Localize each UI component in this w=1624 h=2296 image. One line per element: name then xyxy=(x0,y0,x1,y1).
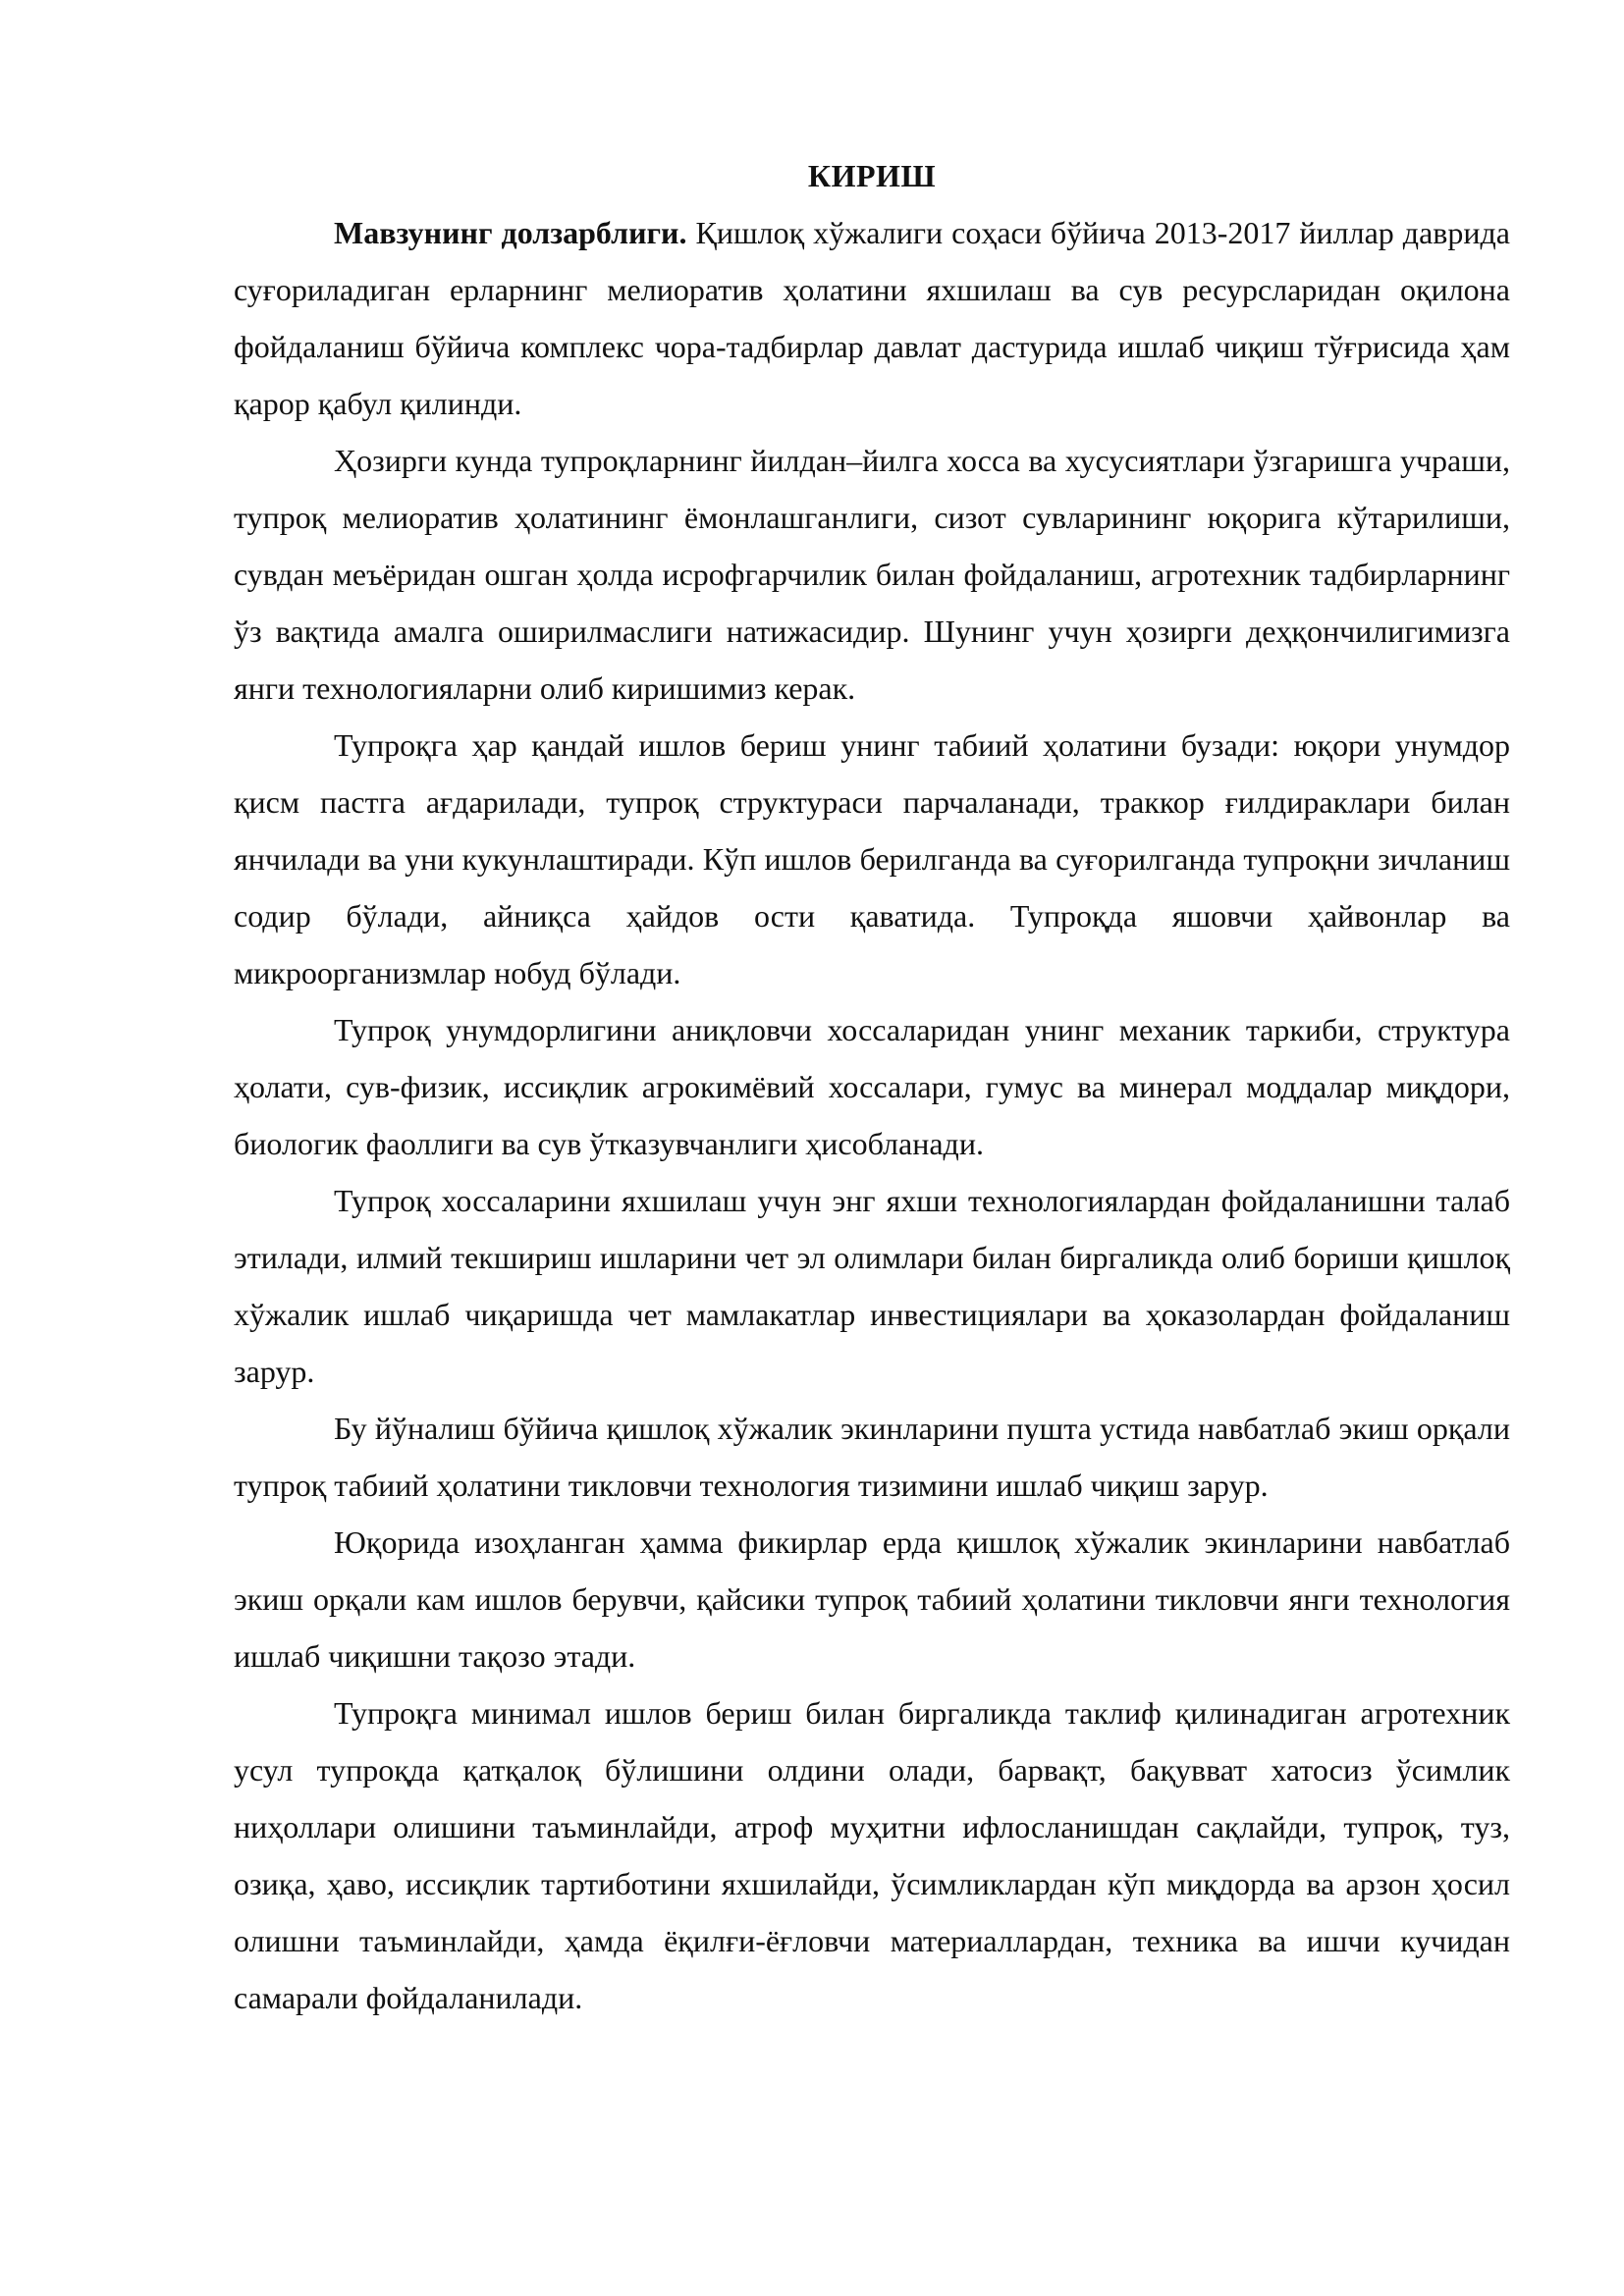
paragraph-text: Юқорида изоҳланган ҳамма фикирлар ерда қишлоқ хўжалик экинларини навбатлаб экиш орқали кам ишлов берувчи, қайсики тупроқ табиий ҳолатини тикловчи янги технология ишлаб чиқишни тақозо этади. xyxy=(234,1524,1510,1674)
paragraph xyxy=(234,1514,1510,1684)
paragraph-text: Қишлоқ хўжалиги соҳаси бўйича 2013-2017 йиллар даврида суғориладиган ерларнинг мелиоратив ҳолатини яхшилаш ва сув ресурсларидан оқилона фойдаланиш бўйича комплекс чора-тадбирлар давлат дастурида ишлаб чиқиш тўғрисида ҳам қарор қабул қилинди. xyxy=(234,215,1511,421)
paragraph-text: Тупроқ унумдорлигини аниқловчи хоссаларидан унинг механик таркиби, структура ҳолати, сув-физик, иссиқлик агрокимёвий хоссалари, гумус ва минерал моддалар миқдори, биологик фаоллиги ва сув ўтказувчанлиги ҳисобланади. xyxy=(234,1012,1510,1161)
paragraph xyxy=(234,1172,1510,1400)
paragraph-text: Тупроқга ҳар қандай ишлов бериш унинг табиий ҳолатини бузади: юқори унумдор қисм пастга ағдарилади, тупроқ структураси парчаланади, траккор ғилдираклари билан янчилади ва уни кукунлаштиради. Кўп ишлов берилганда ва суғорилганда тупроқни зичланиш содир бўлади, айниқса ҳайдов ости қаватида. Тупроқда яшовчи ҳайвонлар ва микроорганизмлар нобуд бўлади. xyxy=(234,727,1510,990)
paragraph-lead: Мавзунинг долзарблиги. xyxy=(334,215,687,250)
paragraph-text: Ҳозирги кунда тупроқларнинг йилдан–йилга хосса ва хусусиятлари ўзгаришга учраши, тупроқ мелиоратив ҳолатининг ёмонлашганлиги, сизот сувларининг юқорига кўтарилиши, сувдан меъёридан ошган ҳолда исрофгарчилик билан фойдаланиш, агротехник тадбирларнинг ўз вақтида амалга оширилмаслиги натижасидир. Шунинг учун ҳозирги деҳқончилигимизга янги технологияларни олиб киришимиз керак. xyxy=(234,443,1510,706)
paragraph-text: Бу йўналиш бўйича қишлоқ хўжалик экинларини пушта устида навбатлаб экиш орқали тупроқ табиий ҳолатини тикловчи технология тизимини ишлаб чиқиш зарур. xyxy=(234,1411,1510,1503)
paragraph xyxy=(234,1684,1510,2026)
paragraph xyxy=(234,432,1510,717)
paragraph-text: Тупроқ хоссаларини яхшилаш учун энг яхши технологиялардан фойдаланишни талаб этилади, илмий текшириш ишларини чет эл олимлари билан биргаликда олиб бориши қишлоқ хўжалик ишлаб чиқаришда чет мамлакатлар инвестициялари ва ҳоказолардан фойдаланиш зарур. xyxy=(234,1183,1510,1389)
paragraph xyxy=(234,1001,1510,1172)
document-title: КИРИШ xyxy=(807,158,937,193)
document-page xyxy=(234,147,1510,2026)
paragraph-relevance xyxy=(234,204,1510,432)
paragraph-text: Тупроқга минимал ишлов бериш билан биргаликда таклиф қилинадиган агротехник усул тупроқда қатқалоқ бўлишини олдини олади, барвақт, бақувват хатосиз ўсимлик ниҳоллари олишини таъминлайди, атроф муҳитни ифлосланишдан сақлайди, тупроқ, туз, озиқа, ҳаво, иссиқлик тартиботини яхшилайди, ўсимликлардан кўп миқдорда ва арзон ҳосил олишни таъминлайди, ҳамда ёқилғи-ёғловчи материаллардан, техника ва ишчи кучидан самарали фойдаланилади. xyxy=(234,1695,1510,2015)
paragraph xyxy=(234,717,1510,1001)
paragraph xyxy=(234,1400,1510,1514)
